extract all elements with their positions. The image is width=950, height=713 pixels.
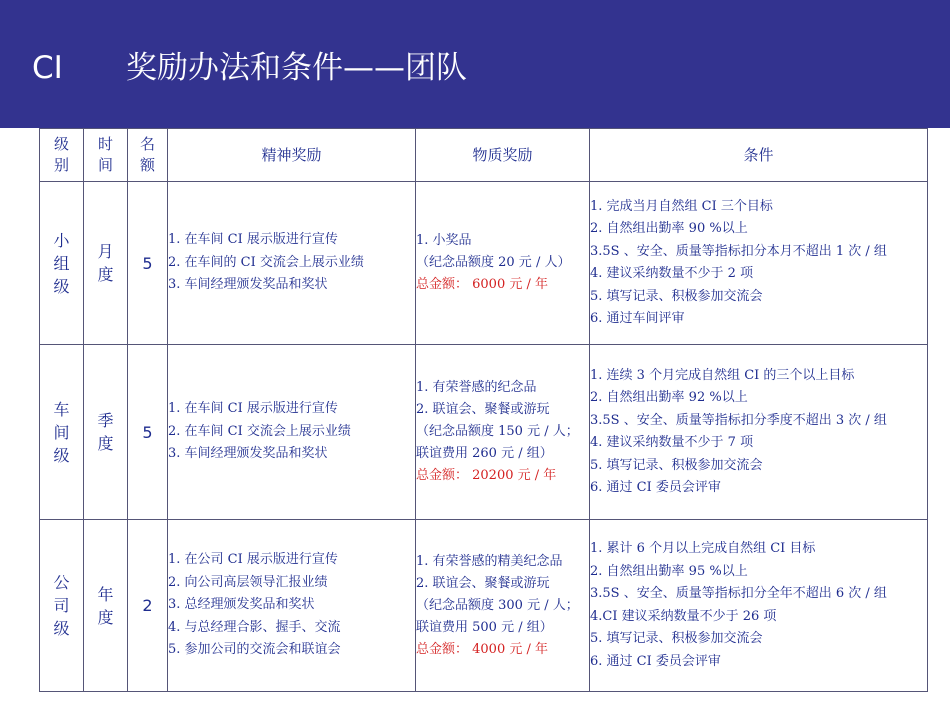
conditions-cell: 1. 完成当月自然组 CI 三个目标 2. 自然组出勤率 90 %以上 3.5S 、安全、质量等指标扣分本月不超出 1 次 / 组 4. 建议采纳数量不少于 2 项 5. 填写记录、积极参加交流会 6. 通过车间评审 xyxy=(590,182,928,345)
total-amount: 总金额： 20200 元 / 年 xyxy=(416,468,557,483)
conditions-cell: 1. 累计 6 个月以上完成自然组 CI 目标 2. 自然组出勤率 95 %以上 3.5S 、安全、质量等指标扣分全年不超出 6 次 / 组 4.CI 建议采纳数量不少于 26 项 5. 填写记录、积极参加交流会 6. 通过 CI 委员会评审 xyxy=(590,520,928,692)
header-count: 名 额 xyxy=(128,129,168,182)
level-cell: 车 间 级 xyxy=(40,345,84,520)
page-title xyxy=(32,42,467,87)
header-level: 级 别 xyxy=(40,129,84,182)
table-row xyxy=(40,182,928,345)
table-row xyxy=(40,520,928,692)
material-cell: 1. 小奖品 （纪念品额度 20 元 / 人） 总金额： 6000 元 / 年 xyxy=(416,182,590,345)
header-period: 时 间 xyxy=(84,129,128,182)
header-row xyxy=(40,129,928,182)
period-cell: 季 度 xyxy=(84,345,128,520)
spirit-cell: 1. 在公司 CI 展示版进行宣传 2. 向公司高层领导汇报业绩 3. 总经理颁发奖品和奖状 4. 与总经理合影、握手、交流 5. 参加公司的交流会和联谊会 xyxy=(168,520,416,692)
total-amount: 总金额： 6000 元 / 年 xyxy=(416,277,548,292)
period-cell: 月 度 xyxy=(84,182,128,345)
conditions-cell: 1. 连续 3 个月完成自然组 CI 的三个以上目标 2. 自然组出勤率 92 %以上 3.5S 、安全、质量等指标扣分季度不超出 3 次 / 组 4. 建议采纳数量不少于 7 项 5. 填写记录、积极参加交流会 6. 通过 CI 委员会评审 xyxy=(590,345,928,520)
material-cell: 1. 有荣誉感的精美纪念品 2. 联谊会、聚餐或游玩 （纪念品额度 300 元 / 人； 联谊费用 500 元 / 组） 总金额： 4000 元 / 年 xyxy=(416,520,590,692)
count-cell: 5 xyxy=(128,345,168,520)
header-spirit: 精神奖励 xyxy=(168,129,416,182)
title-main: 奖励办法和条件——团队 xyxy=(126,50,467,86)
period-cell: 年 度 xyxy=(84,520,128,692)
spirit-cell: 1. 在车间 CI 展示版进行宣传 2. 在车间的 CI 交流会上展示业绩 3. 车间经理颁发奖品和奖状 xyxy=(168,182,416,345)
header-conditions: 条件 xyxy=(590,129,928,182)
table-row xyxy=(40,345,928,520)
reward-table xyxy=(39,128,928,692)
count-cell: 5 xyxy=(128,182,168,345)
title-prefix: CI xyxy=(32,50,63,86)
title-banner xyxy=(0,0,950,128)
material-cell: 1. 有荣誉感的纪念品 2. 联谊会、聚餐或游玩 （纪念品额度 150 元 / 人； 联谊费用 260 元 / 组） 总金额： 20200 元 / 年 xyxy=(416,345,590,520)
total-amount: 总金额： 4000 元 / 年 xyxy=(416,641,548,657)
spirit-cell: 1. 在车间 CI 展示版进行宣传 2. 在车间 CI 交流会上展示业绩 3. 车间经理颁发奖品和奖状 xyxy=(168,345,416,520)
count-cell: 2 xyxy=(128,520,168,692)
header-material: 物质奖励 xyxy=(416,129,590,182)
level-cell: 小 组 级 xyxy=(40,182,84,345)
level-cell: 公 司 级 xyxy=(40,520,84,692)
